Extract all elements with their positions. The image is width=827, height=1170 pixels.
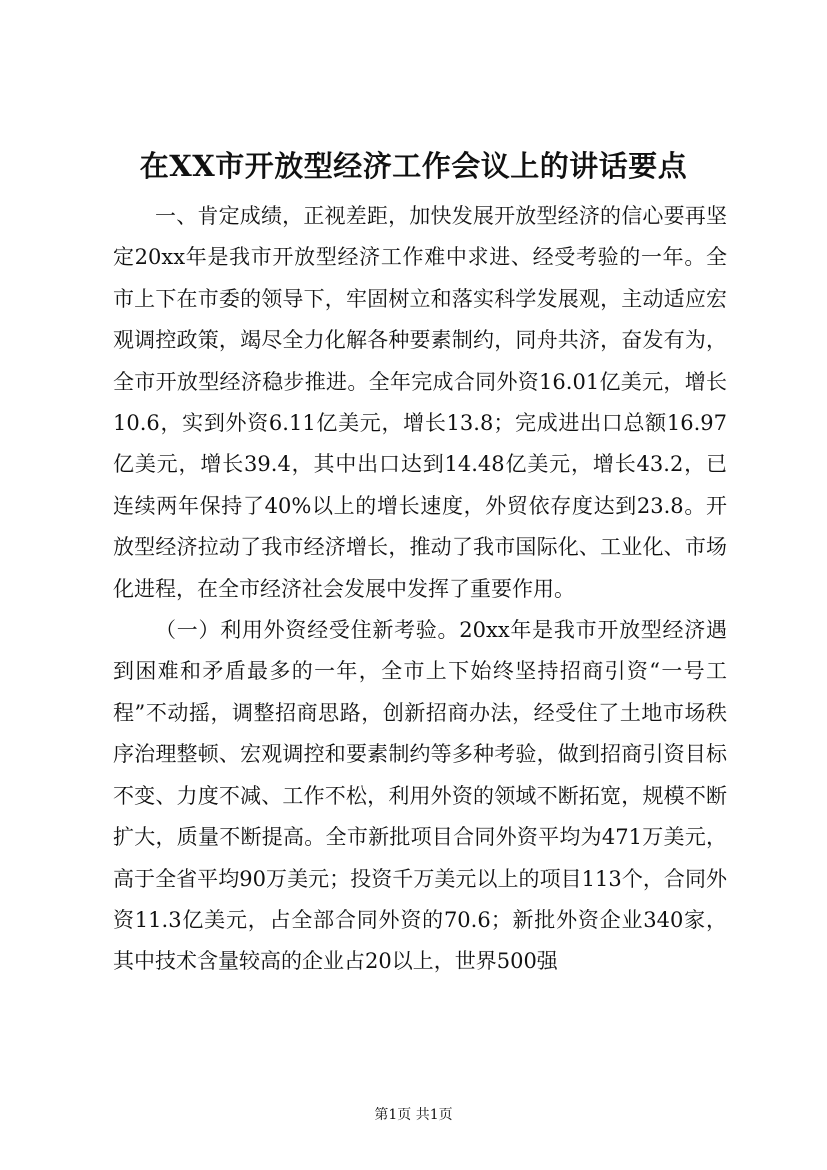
page-footer: 第1页 共1页 (374, 1107, 453, 1123)
document-title: 在XX市开放型经济工作会议上的讲话要点 (139, 149, 688, 183)
paragraph-1: 一、肯定成绩，正视差距，加快发展开放型经济的信心要再坚定20xx年是我市开放型经济工作难中求进、经受考验的一年。全市上下在市委的领导下，牢固树立和落实科学发展观，主动适应宏观调控政策，竭尽全力化解各种要素制约，同舟共济，奋发有为，全市开放型经济稳步推进。全年完成合同外资16.01亿美元，增长10.6，实到外资6.11亿美元，增长13.8；完成进出口总额16.97亿美元，增长39.4，其中出口达到14.48亿美元，增长43.2，已连续两年保持了40%以上的增长速度，外贸依存度达到23.8。开放型经济拉动了我市经济增长，推动了我市国际化、工业化、市场化进程，在全市经济社会发展中发挥了重要作用。 (113, 204, 727, 601)
paragraph-2: （一）利用外资经受住新考验。20xx年是我市开放型经济遇到困难和矛盾最多的一年，全市上下始终坚持招商引资“一号工程”不动摇，调整招商思路，创新招商办法，经受住了土地市场秩序治理整顿、宏观调控和要素制约等多种考验，做到招商引资目标不变、力度不减、工作不松，利用外资的领域不断拓宽，规模不断扩大，质量不断提高。全市新批项目合同外资平均为471万美元，高于全省平均90万美元；投资千万美元以上的项目113个，合同外资11.3亿美元，占全部合同外资的70.6；新批外资企业340家，其中技术含量较高的企业占20以上，世界500强 (113, 618, 727, 974)
document-body (113, 196, 727, 983)
